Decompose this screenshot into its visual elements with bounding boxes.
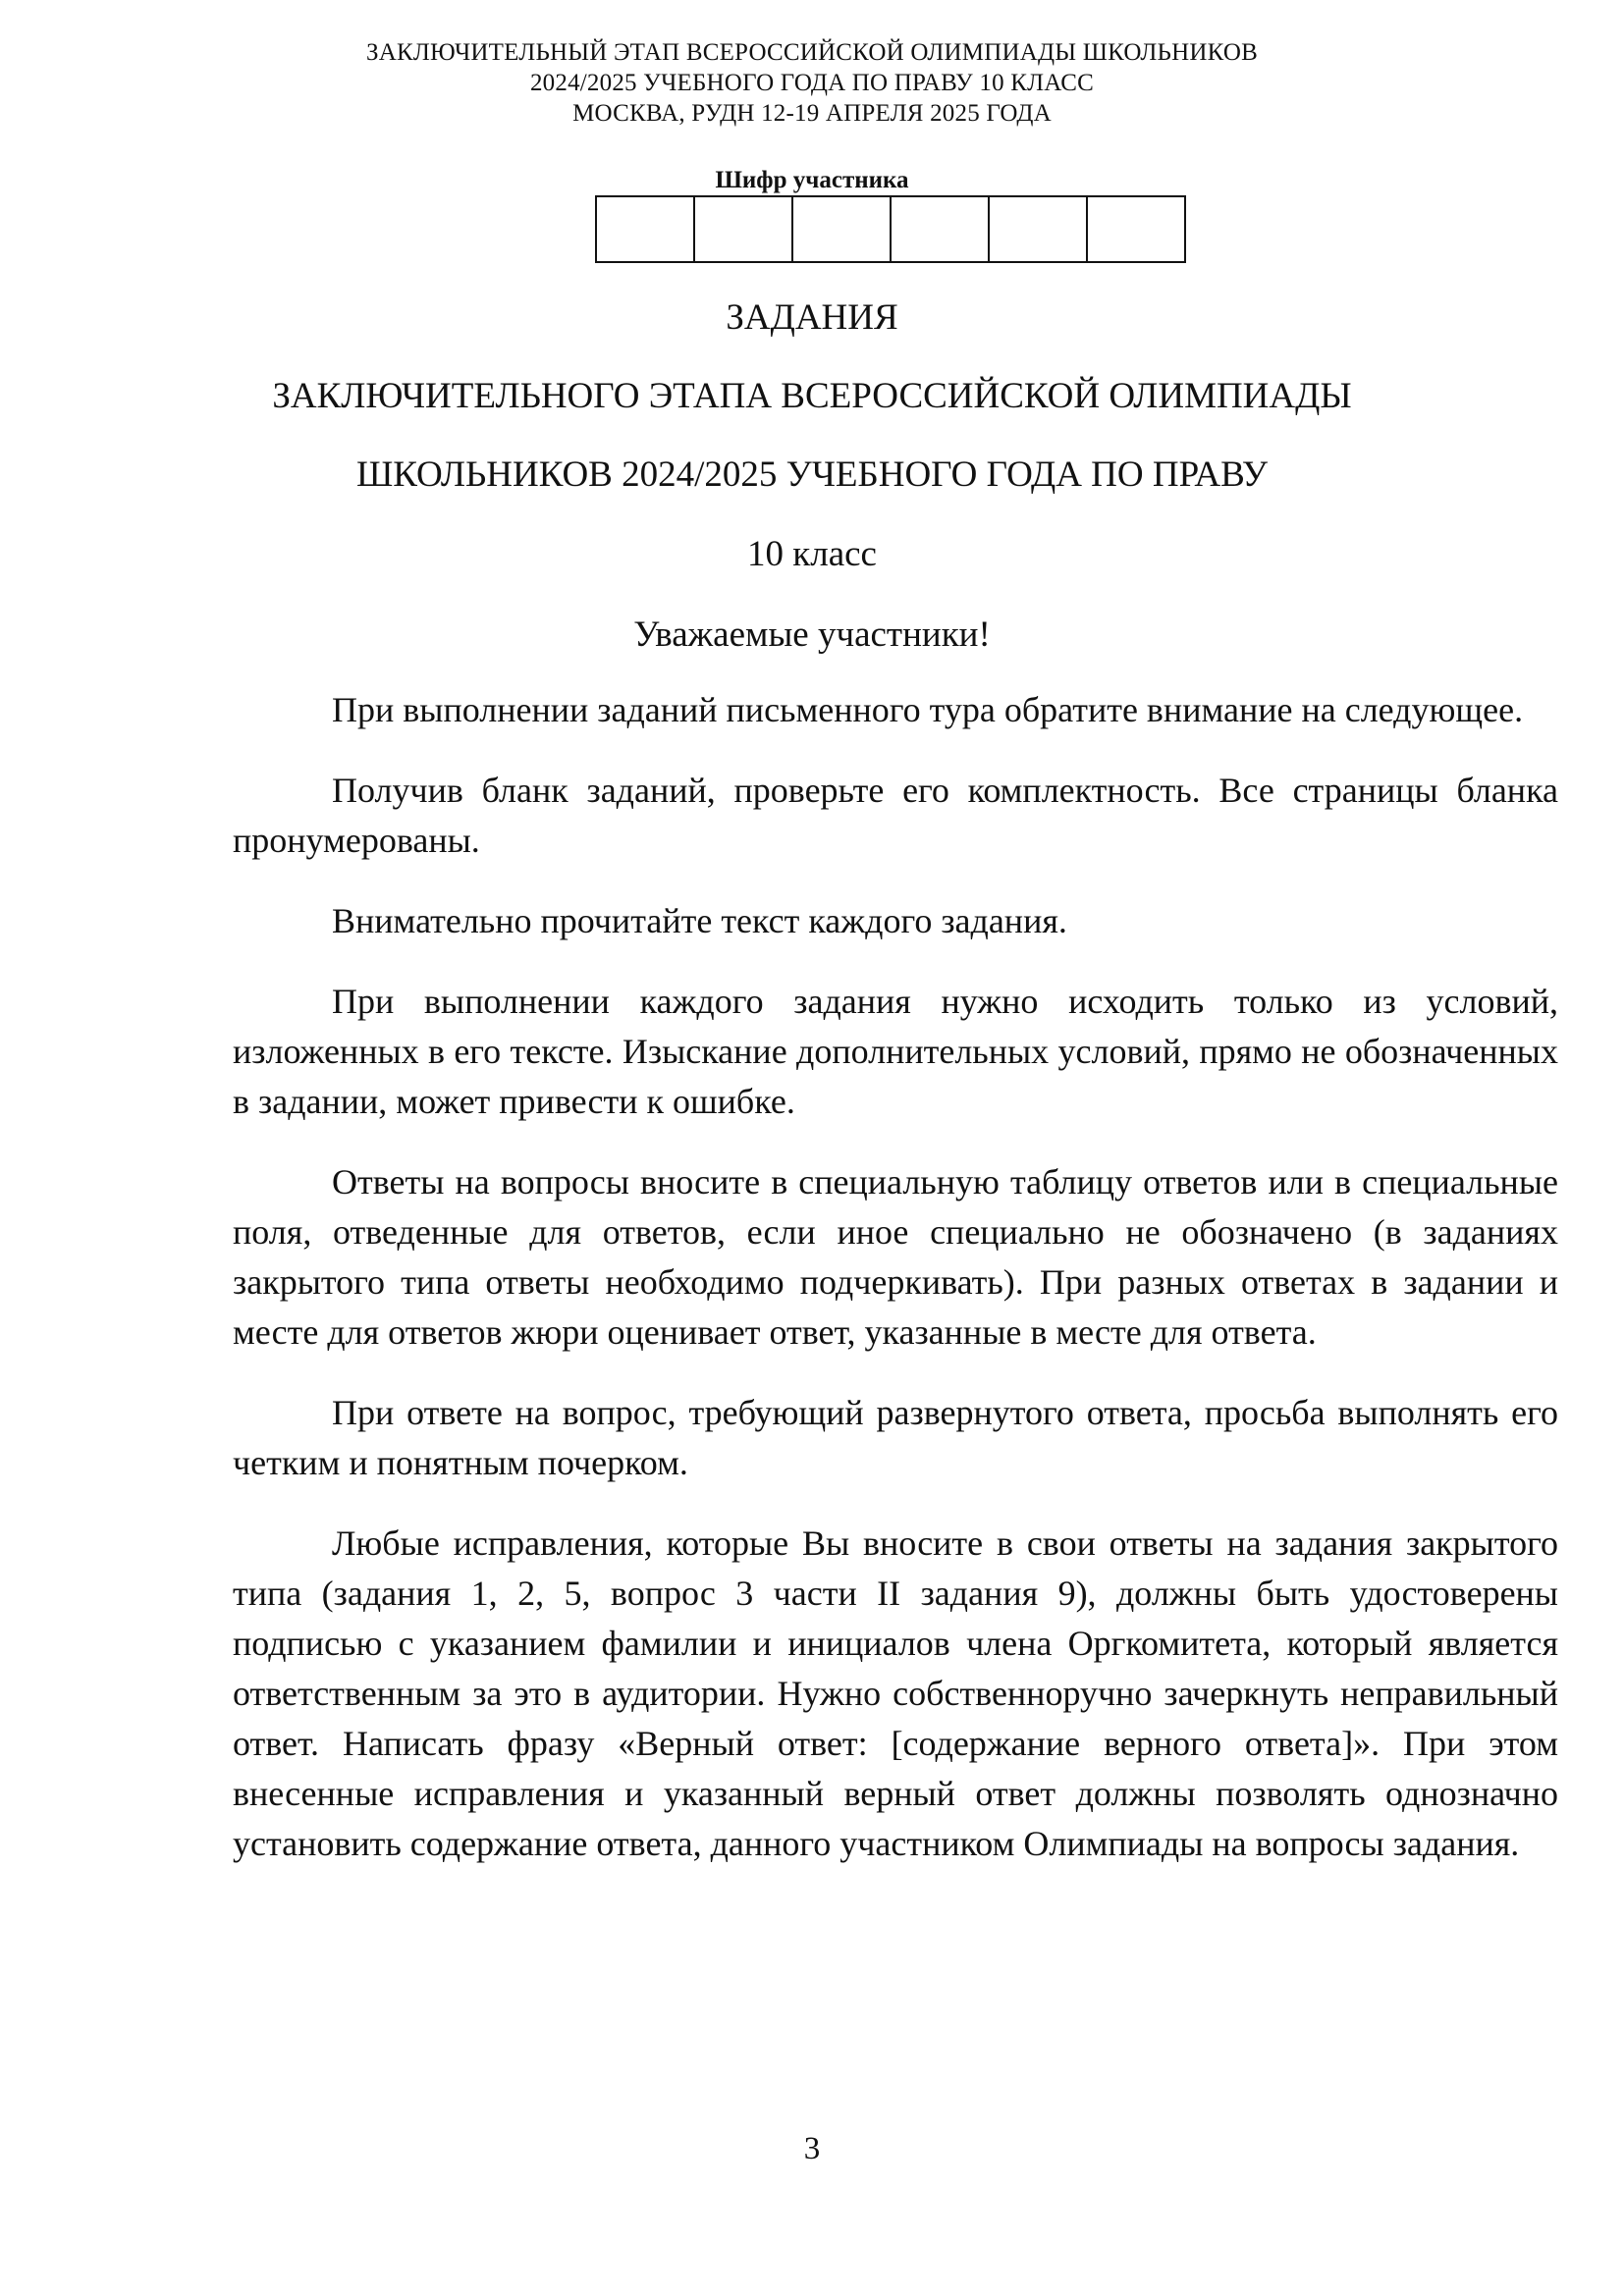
- cipher-box: [693, 195, 793, 263]
- page-header: [0, 37, 1624, 129]
- page-number: 3: [803, 2131, 821, 2166]
- cipher-box: [1086, 195, 1186, 263]
- paragraph: При ответе на вопрос, требующий развернутого ответа, просьба выполнять его четким и понятным почерком.: [233, 1393, 1558, 1482]
- paragraph: При выполнении каждого задания нужно исходить только из условий, изложенных в его тексте. Изыскание дополнительных условий, прямо не обозначенных в задании, может привести к ошибке.: [233, 982, 1558, 1121]
- header-line-2: 2024/2025 УЧЕБНОГО ГОДА ПО ПРАВУ 10 КЛАСС: [529, 70, 1095, 96]
- paragraph: Внимательно прочитайте текст каждого задания.: [332, 901, 1067, 940]
- cipher-label: Шифр участника: [715, 167, 909, 193]
- cipher-box: [791, 195, 892, 263]
- cipher-box: [595, 195, 695, 263]
- greeting: Уважаемые участники!: [633, 614, 991, 655]
- instructions-body: [233, 685, 1558, 1899]
- grade-label: 10 класс: [747, 534, 877, 574]
- paragraph: При выполнении заданий письменного тура обратите внимание на следующее.: [332, 690, 1524, 729]
- paragraph: Получив бланк заданий, проверьте его комплектность. Все страницы бланка пронумерованы.: [233, 771, 1558, 860]
- paragraph: Ответы на вопросы вносите в специальную таблицу ответов или в специальные поля, отведенные для ответов, если иное специально не обозначено (в заданиях закрытого типа ответы необходимо подчеркивать). При разных ответах в задании и месте для ответов жюри оценивает ответ, указанные в месте для ответа.: [233, 1162, 1558, 1352]
- title-tasks: ЗАДАНИЯ: [726, 297, 898, 338]
- header-line-3: МОСКВА, РУДН 12-19 АПРЕЛЯ 2025 ГОДА: [572, 100, 1052, 127]
- cipher-box: [988, 195, 1088, 263]
- title-line-3: ШКОЛЬНИКОВ 2024/2025 УЧЕБНОГО ГОДА ПО ПРАВУ: [355, 454, 1269, 495]
- header-line-1: ЗАКЛЮЧИТЕЛЬНЫЙ ЭТАП ВСЕРОССИЙСКОЙ ОЛИМПИАДЫ ШКОЛЬНИКОВ: [366, 39, 1258, 66]
- paragraph: Любые исправления, которые Вы вносите в свои ответы на задания закрытого типа (задания 1, 2, 5, вопрос 3 части II задания 9), должны быть удостоверены подписью с указанием фамилии и инициалов члена Оргкомитета, который является ответственным за это в аудитории. Нужно собственноручно зачеркнуть неправильный ответ. Написать фразу «Верный ответ: [содержание верного ответа]». При этом внесенные исправления и указанный верный ответ должны позволять однозначно установить содержание ответа, данного участником Олимпиады на вопросы задания.: [233, 1523, 1558, 1863]
- title-line-2: ЗАКЛЮЧИТЕЛЬНОГО ЭТАПА ВСЕРОССИЙСКОЙ ОЛИМПИАДЫ: [272, 376, 1352, 416]
- cipher-boxes: [595, 195, 1186, 261]
- cipher-box: [890, 195, 990, 263]
